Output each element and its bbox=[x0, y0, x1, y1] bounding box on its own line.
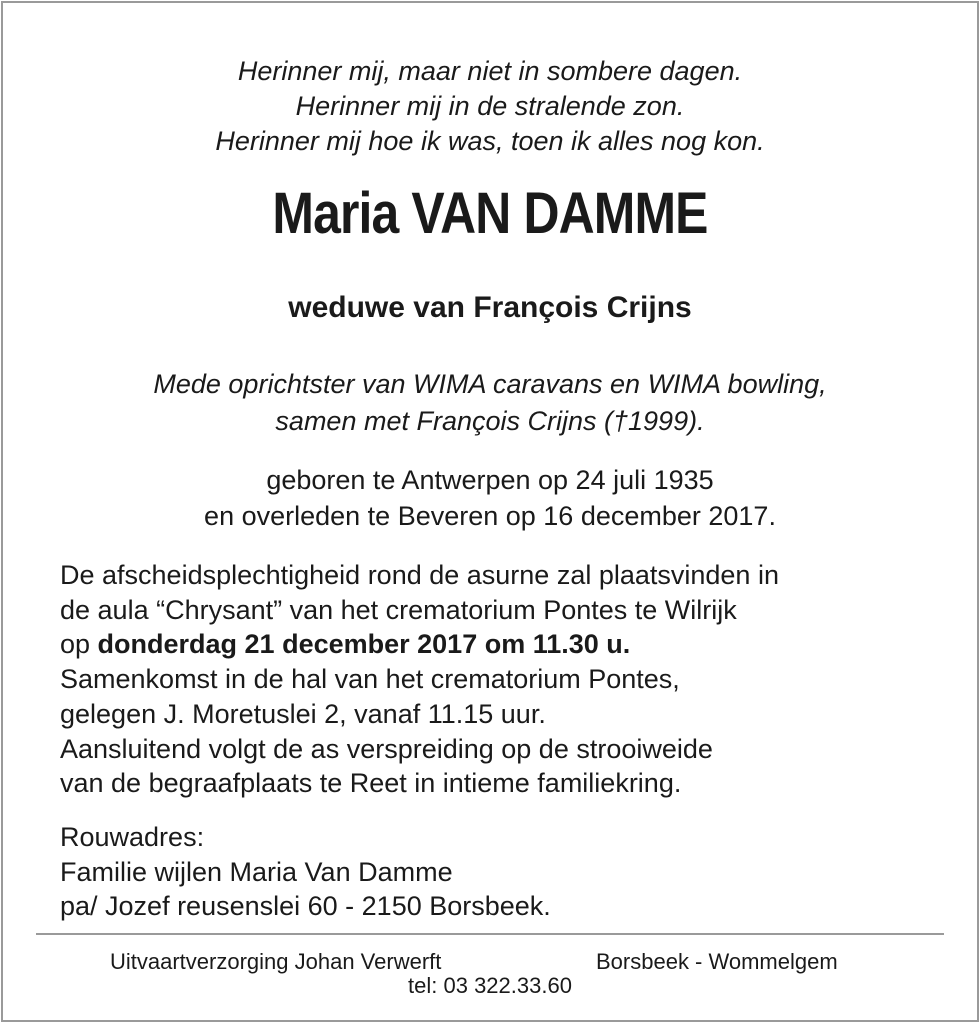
poem-line: Herinner mij, maar niet in sombere dagen. bbox=[237, 56, 743, 86]
mourning-address bbox=[60, 820, 960, 924]
ceremony-line: van de begraafplaats te Reet in intieme familiekring. bbox=[60, 768, 682, 799]
widow-of: weduwe van François Crijns bbox=[288, 291, 692, 324]
funeral-locations: Borsbeek - Wommelgem bbox=[596, 949, 838, 974]
funeral-company: Uitvaartverzorging Johan Verwerft bbox=[110, 949, 442, 974]
poem bbox=[0, 54, 980, 159]
life-dates bbox=[0, 462, 980, 534]
ceremony-details bbox=[60, 558, 960, 801]
ceremony-line: Samenkomst in de hal van het crematorium Pontes, bbox=[60, 664, 680, 695]
poem-line: Herinner mij hoe ik was, toen ik alles nog kon. bbox=[215, 126, 765, 156]
deceased-name: Maria VAN DAMME bbox=[272, 181, 708, 246]
address-line: pa/ Jozef reusenslei 60 - 2150 Borsbeek. bbox=[60, 891, 551, 921]
ceremony-line: de aula “Chrysant” van het crematorium Pontes te Wilrijk bbox=[60, 594, 737, 625]
ceremony-line: gelegen J. Moretuslei 2, vanaf 11.15 uur. bbox=[60, 698, 546, 729]
ceremony-date-line bbox=[60, 627, 960, 662]
ceremony-date: donderdag 21 december 2017 om 11.30 u. bbox=[97, 629, 631, 660]
ceremony-date-prefix: op bbox=[60, 629, 98, 660]
ceremony-line: De afscheidsplechtigheid rond de asurne zal plaatsvinden in bbox=[60, 560, 779, 590]
poem-line: Herinner mij in de stralende zon. bbox=[295, 91, 685, 121]
address-line: Familie wijlen Maria Van Damme bbox=[60, 856, 453, 887]
death-line: en overleden te Beveren op 16 december 2017. bbox=[204, 501, 776, 531]
footer-divider bbox=[36, 933, 944, 935]
cofounder-line: samen met François Crijns (†1999). bbox=[275, 406, 705, 436]
birth-line: geboren te Antwerpen op 24 juli 1935 bbox=[266, 465, 714, 495]
address-label: Rouwadres: bbox=[60, 822, 205, 852]
cofounder-line: Mede oprichtster van WIMA caravans en WIMA bowling, bbox=[153, 369, 827, 399]
funeral-phone: tel: 03 322.33.60 bbox=[408, 973, 572, 998]
ceremony-line: Aansluitend volgt de as verspreiding op de strooiweide bbox=[60, 733, 713, 764]
cofounder-text bbox=[0, 366, 980, 440]
